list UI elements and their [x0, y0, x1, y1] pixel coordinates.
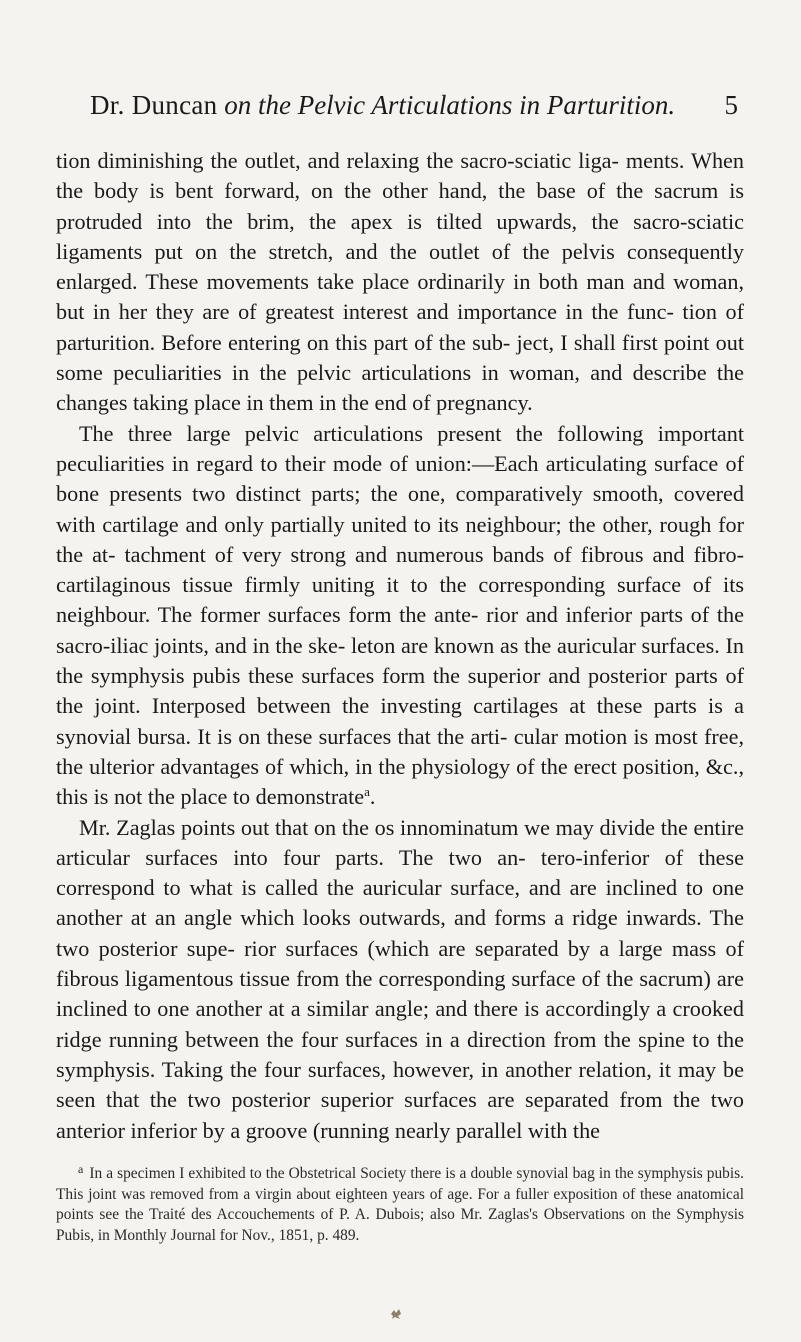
page-number: 5 [724, 90, 738, 120]
running-head [90, 88, 738, 122]
paragraph-text: Mr. Zaglas points out that on the os innominatum we may divide the entire articular surfaces into four parts. The two an- tero-inferior of these correspond to what is called the auricular surface, and are inclined to one another at an angle which looks outwards, and forms a ridge inwards. The two posterior supe- rior surfaces (which are separated by a large mass of fibrous ligamentous tissue from the corresponding surface of the sacrum) are inclined to one another at a similar angle; and there is accordingly a crooked ridge running between the four surfaces in a direction from the spine to the symphysis. Taking the four surfaces, however, in another relation, it may be seen that the two posterior superior surfaces are separated from the two anterior inferior by a groove (running nearly parallel with the [56, 814, 744, 1143]
paragraph-text: tion diminishing the outlet, and relaxing the sacro-sciatic liga- ments. When the body is bent forward, on the other hand, the base of the sacrum is protruded into the brim, the apex is tilted upwards, the sacro-sciatic ligaments put on the stretch, and the outlet of the pelvis consequently enlarged. These movements take place ordinarily in both man and woman, but in her they are of greatest interest and importance in the func- tion of parturition. Before entering on this part of the sub- ject, I shall first point out some peculiarities in the pelvic articulations in woman, and describe the changes taking place in them in the end of pregnancy. [56, 148, 744, 416]
paragraph-continuation [56, 146, 744, 419]
paragraph-tail: . [369, 784, 376, 810]
paragraph-zaglas [56, 813, 744, 1146]
running-head-title: on the Pelvic Articulations in Parturition. [224, 90, 676, 120]
ink-blot-mark [389, 1308, 403, 1320]
footnote-marker: a [78, 1162, 84, 1176]
running-head-author: Dr. Duncan [90, 90, 218, 120]
footnote [56, 1164, 744, 1246]
paragraph-articulations [56, 419, 744, 813]
footnote-text: In a specimen I exhibited to the Obstetrical Society there is a double synovial bag in the symphysis pubis. This joint was removed from a virgin about eighteen years of age. For a fuller exposition of these anatomical points see the Traité des Accouchements of P. A. Dubois; also Mr. Zaglas's Observations on the Symphysis Pubis, in Monthly Journal for Nov., 1851, p. 489. [56, 1165, 744, 1244]
body-text [56, 146, 744, 1146]
paragraph-text: The three large pelvic articulations present the following important peculiarities in regard to their mode of union:—Each articulating surface of bone presents two distinct parts; the one, comparatively smooth, covered with cartilage and only partially united to its neighbour; the other, rough for the at- tachment of very strong and numerous bands of fibrous and fibro-cartilaginous tissue firmly uniting it to the corresponding surface of its neighbour. The former surfaces form the ante- rior and inferior parts of the sacro-iliac joints, and in the ske- leton are known as the auricular surfaces. In the symphysis pubis these surfaces form the superior and posterior parts of the joint. Interposed between the investing cartilages at these parts is a synovial bursa. It is on these surfaces that the arti- cular motion is most free, the ulterior advantages of which, in the physiology of the erect position, &c., this is not the place to demonstrate [56, 420, 744, 810]
footnote-reference: a [364, 784, 370, 800]
